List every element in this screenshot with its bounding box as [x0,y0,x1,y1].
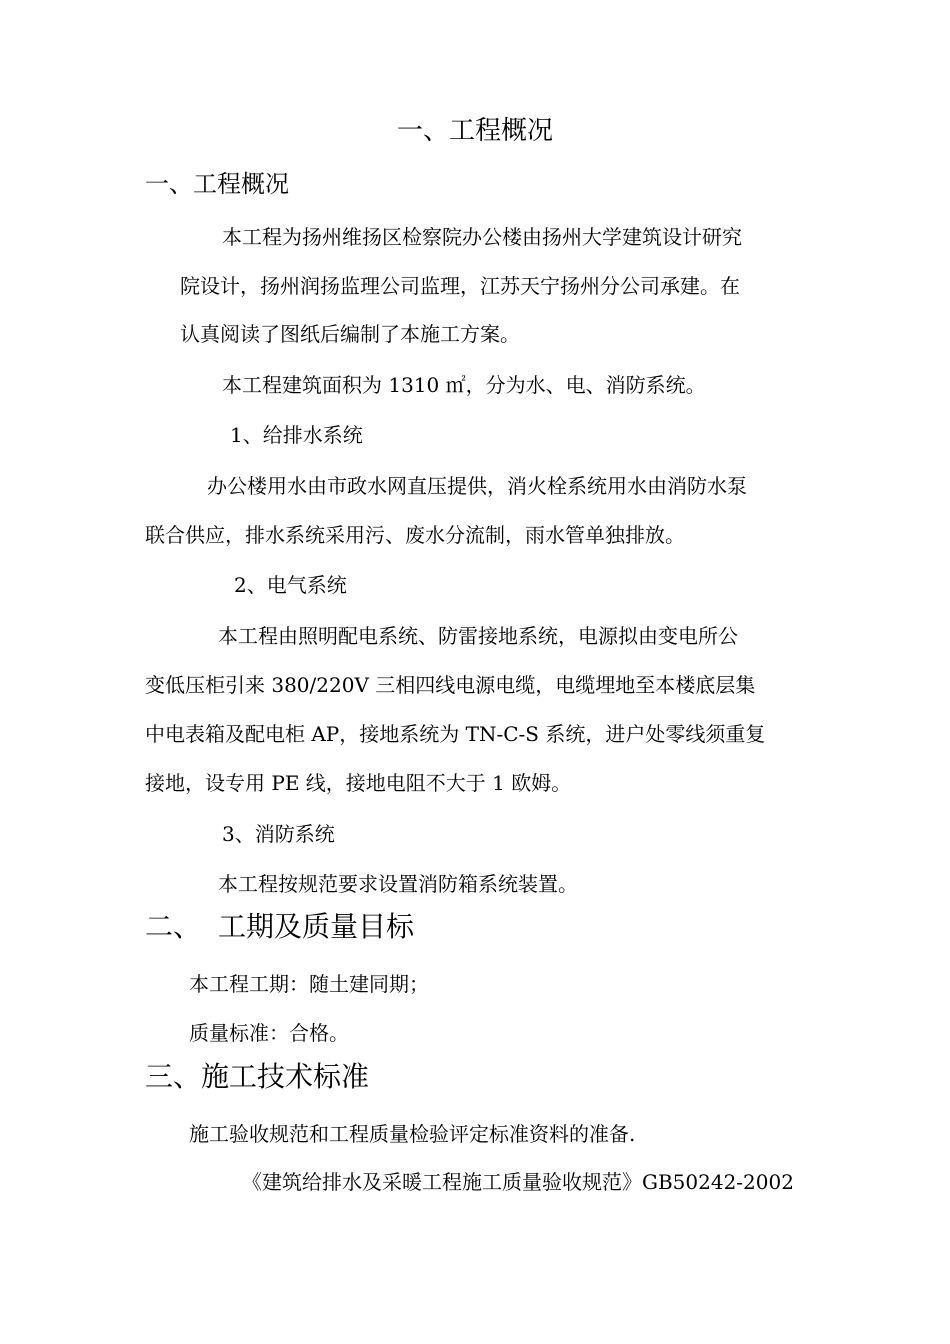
paragraph-line: 院设计，扬州润扬监理公司监理，江苏天宁扬州分公司承建。在 [180,274,740,298]
subheading-electrical-system: 2、电气系统 [234,573,347,597]
paragraph-line: 变低压柜引来 380/220V 三相四线电源电缆，电缆埋地至本楼底层集 [145,673,756,697]
section-3-heading: 三、施工技术标准 [145,1060,370,1093]
section-2-heading-text: 工期及质量目标 [218,910,415,943]
section-2-heading-number: 二、 [145,910,202,943]
paragraph-line: 中电表箱及配电柜 AP，接地系统为 TN-C-S 系统，进户处零线须重复 [145,722,766,746]
standard-reference: 《建筑给排水及采暖工程施工质量验收规范》GB50242-2002 [242,1170,794,1194]
paragraph-line: 本工程建筑面积为 1310 ㎡，分为水、电、消防系统。 [222,373,706,397]
paragraph-line: 施工验收规范和工程质量检验评定标准资料的准备. [189,1122,636,1146]
paragraph-line: 接地，设专用 PE 线，接地电阻不大于 1 欧姆。 [145,771,572,795]
page-title: 一、工程概况 [396,116,553,146]
paragraph-line: 办公楼用水由市政水网直压提供，消火栓系统用水由消防水泵 [207,474,747,498]
paragraph-line: 本工程工期：随土建同期； [189,972,429,996]
subheading-fire-system: 3、消防系统 [222,822,335,846]
paragraph-line: 质量标准：合格。 [189,1021,349,1045]
subheading-water-system: 1、给排水系统 [230,423,363,447]
paragraph-line: 本工程为扬州维扬区检察院办公楼由扬州大学建筑设计研究 [222,225,742,249]
paragraph-line: 联合供应，排水系统采用污、废水分流制，雨水管单独排放。 [145,523,685,547]
paragraph-line: 本工程按规范要求设置消防箱系统装置。 [218,872,578,896]
section-1-heading: 一、工程概况 [145,170,289,198]
paragraph-line: 本工程由照明配电系统、防雷接地系统，电源拟由变电所公 [218,624,738,648]
paragraph-line: 认真阅读了图纸后编制了本施工方案。 [180,322,520,346]
